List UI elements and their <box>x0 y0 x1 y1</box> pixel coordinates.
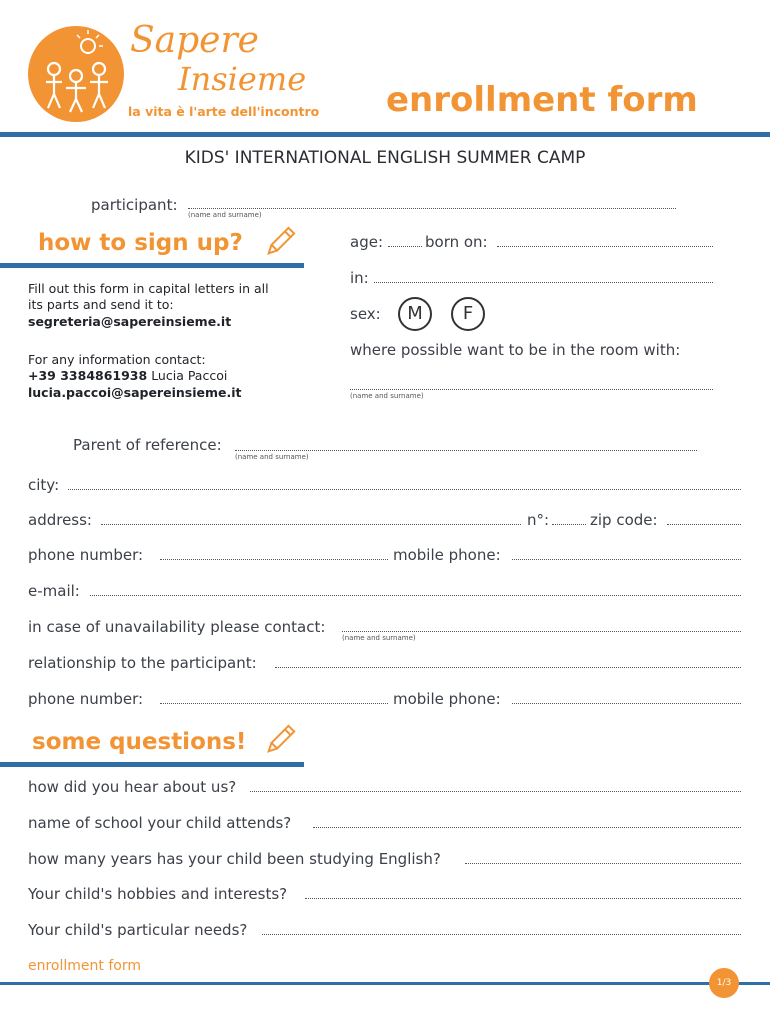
signup-line1: Fill out this form in capital letters in all <box>28 281 269 296</box>
phone-field[interactable] <box>160 559 388 560</box>
in-field[interactable] <box>374 282 713 283</box>
city-label: city: <box>28 476 60 494</box>
logo <box>26 24 126 124</box>
q3-field[interactable] <box>465 863 741 864</box>
participant-label: participant: <box>91 196 178 214</box>
room-hint: (name and surname) <box>350 392 424 400</box>
q1-field[interactable] <box>250 791 741 792</box>
address-label: address: <box>28 511 92 529</box>
born-label: born on: <box>425 233 488 251</box>
email-label: e-mail: <box>28 582 80 600</box>
parent-hint: (name and surname) <box>235 453 309 461</box>
sex-m-option[interactable]: M <box>398 297 432 331</box>
zip-label: zip code: <box>590 511 658 529</box>
pencil-icon <box>262 224 298 264</box>
footer-label: enrollment form <box>28 958 141 974</box>
contact-intro: For any information contact: <box>28 352 206 367</box>
phone2-label: phone number: <box>28 690 144 708</box>
number-label: n°: <box>527 511 550 529</box>
city-field[interactable] <box>68 489 741 490</box>
header-rule <box>0 132 770 137</box>
address-field[interactable] <box>101 524 521 525</box>
brand-line1: Sapere <box>130 20 259 61</box>
q3-label: how many years has your child been studying English? <box>28 850 441 868</box>
number-field[interactable] <box>552 524 586 525</box>
form-title: enrollment form <box>386 80 698 120</box>
signup-rule <box>0 263 304 268</box>
footer-rule <box>0 982 770 985</box>
q5-field[interactable] <box>262 934 741 935</box>
tagline: la vita è l'arte dell'incontro <box>128 104 320 119</box>
mobile-label: mobile phone: <box>393 546 501 564</box>
parent-label: Parent of reference: <box>73 436 222 454</box>
phone2-field[interactable] <box>160 703 388 704</box>
mobile2-label: mobile phone: <box>393 690 501 708</box>
sex-label: sex: <box>350 305 381 323</box>
phone-label: phone number: <box>28 546 144 564</box>
mobile-field[interactable] <box>512 559 741 560</box>
sex-f-option[interactable]: F <box>451 297 485 331</box>
age-field[interactable] <box>388 246 422 247</box>
brand-line2: Insieme <box>178 60 307 98</box>
q5-label: Your child's particular needs? <box>28 921 248 939</box>
contact-line <box>28 367 227 384</box>
unavailable-hint: (name and surname) <box>342 634 416 642</box>
parent-field[interactable] <box>235 450 697 451</box>
relationship-label: relationship to the participant: <box>28 654 257 672</box>
pencil-icon <box>262 722 298 762</box>
room-field[interactable] <box>350 389 713 390</box>
relationship-field[interactable] <box>275 667 741 668</box>
room-label: where possible want to be in the room with: <box>350 341 681 359</box>
in-label: in: <box>350 269 369 287</box>
q1-label: how did you hear about us? <box>28 778 237 796</box>
q2-label: name of school your child attends? <box>28 814 292 832</box>
logo-emblem-icon <box>26 24 126 124</box>
page-badge <box>709 968 739 998</box>
participant-hint: (name and surname) <box>188 211 262 219</box>
born-field[interactable] <box>497 246 713 247</box>
questions-title: some questions! <box>32 729 247 755</box>
signup-line2: its parts and send it to: <box>28 297 174 312</box>
contact-email[interactable]: lucia.paccoi@sapereinsieme.it <box>28 385 242 400</box>
signup-email[interactable]: segreteria@sapereinsieme.it <box>28 314 232 329</box>
page-number: 1/3 <box>716 978 732 988</box>
q2-field[interactable] <box>313 827 741 828</box>
contact-name: Lucia Paccoi <box>151 368 228 383</box>
mobile2-field[interactable] <box>512 703 741 704</box>
questions-rule <box>0 762 304 767</box>
unavailable-field[interactable] <box>342 631 741 632</box>
signup-title: how to sign up? <box>38 230 243 256</box>
email-field[interactable] <box>90 595 741 596</box>
age-label: age: <box>350 233 383 251</box>
zip-field[interactable] <box>667 524 741 525</box>
camp-title: KIDS' INTERNATIONAL ENGLISH SUMMER CAMP <box>184 148 586 168</box>
contact-phone[interactable]: +39 3384861938 <box>28 368 148 383</box>
unavailable-label: in case of unavailability please contact: <box>28 618 326 636</box>
q4-field[interactable] <box>305 898 741 899</box>
participant-field[interactable] <box>188 208 676 209</box>
q4-label: Your child's hobbies and interests? <box>28 885 288 903</box>
